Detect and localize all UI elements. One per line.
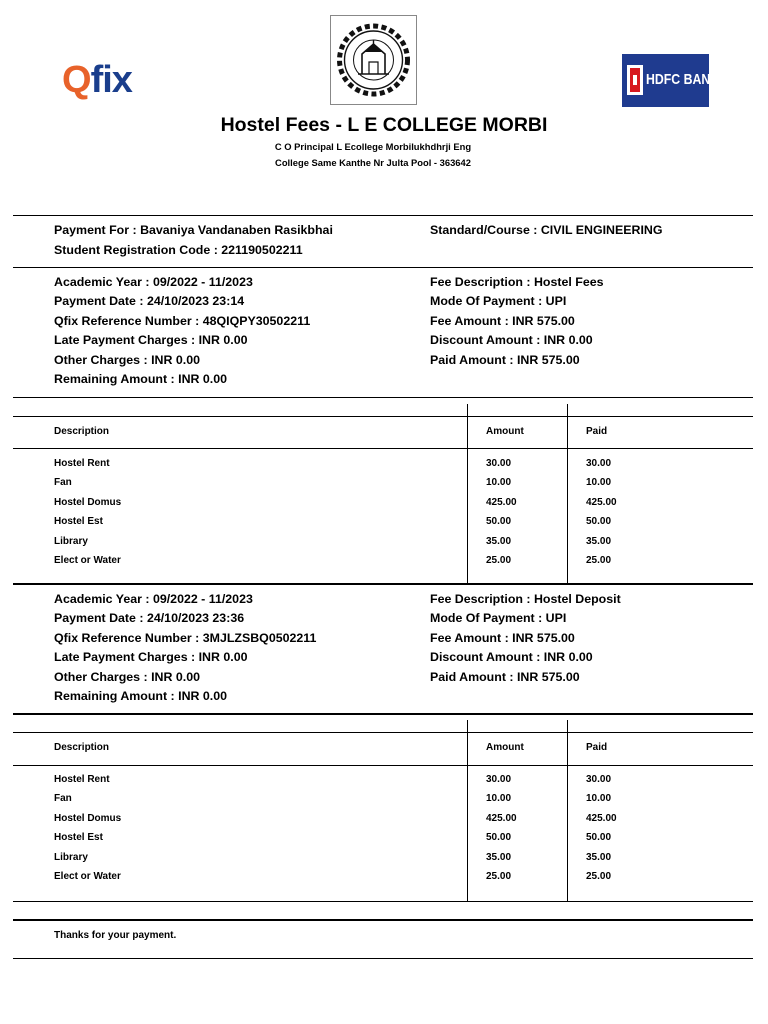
fee-amount: Fee Amount : INR 575.00 (430, 630, 575, 645)
receipt-1-details-right (430, 275, 604, 372)
college-seal-logo (330, 15, 417, 105)
column-header-paid: Paid (586, 742, 608, 753)
table-row-paid: 10.00 (586, 477, 612, 489)
table-row-description: Hostel Domus (54, 496, 122, 508)
fee-description: Fee Description : Hostel Fees (430, 275, 604, 289)
receipt-2-details-right (430, 592, 621, 689)
academic-year: Academic Year : 09/2022 - 11/2023 (54, 592, 253, 606)
other-charges: Other Charges : INR 0.00 (54, 669, 200, 684)
table-row-paid: 30.00 (586, 458, 612, 469)
late-payment-charges: Late Payment Charges : INR 0.00 (54, 650, 248, 665)
table-row-paid: 50.00 (586, 832, 612, 844)
paid-column (586, 458, 617, 574)
column-divider (467, 404, 468, 584)
table-row-description: Fan (54, 793, 72, 805)
table-row-paid: 25.00 (586, 554, 612, 566)
column-divider (567, 720, 568, 901)
table-header-bottom (13, 765, 753, 766)
address-line-1: C O Principal L Ecollege Morbilukhdhrji Eng (274, 141, 472, 152)
table-top-border (13, 713, 753, 715)
column-header-description: Description (54, 426, 110, 437)
other-charges: Other Charges : INR 0.00 (54, 352, 200, 367)
paid-column (586, 774, 617, 890)
table-row-paid: 425.00 (586, 496, 617, 508)
discount-amount: Discount Amount : INR 0.00 (430, 650, 593, 665)
table-header-top (13, 732, 753, 733)
qfix-logo (62, 58, 132, 102)
table-row-amount: 50.00 (486, 832, 512, 844)
table-row-amount: 30.00 (486, 774, 512, 785)
amount-column (486, 774, 517, 890)
column-header-amount: Amount (486, 426, 524, 437)
table-row-description: Fan (54, 477, 72, 489)
table-row-amount: 30.00 (486, 458, 512, 469)
qfix-reference: Qfix Reference Number : 48QIQPY30502211 (54, 313, 311, 328)
remaining-amount: Remaining Amount : INR 0.00 (54, 371, 228, 386)
receipt-1-details-left (54, 275, 310, 391)
table-header-top (13, 416, 753, 417)
remaining-amount: Remaining Amount : INR 0.00 (54, 688, 228, 703)
table-row-amount: 35.00 (486, 535, 512, 547)
amount-column (486, 458, 517, 574)
hdfc-square-icon (627, 65, 643, 95)
table-row-amount: 35.00 (486, 851, 512, 863)
table-row-description: Elect or Water (54, 870, 121, 882)
table-header-bottom (13, 448, 753, 449)
column-header-amount: Amount (486, 742, 524, 753)
payment-for: Payment For : Bavaniya Vandanaben Rasikbhai (54, 223, 333, 237)
course: Standard/Course : CIVIL ENGINEERING (430, 223, 663, 237)
table-row-amount: 25.00 (486, 870, 512, 882)
table-row-amount: 425.00 (486, 812, 517, 824)
table-row-paid: 25.00 (586, 870, 612, 882)
table-row-paid: 50.00 (586, 516, 612, 528)
table-row-paid: 425.00 (586, 812, 617, 824)
table-row-description: Hostel Rent (54, 774, 110, 785)
table-row-amount: 50.00 (486, 516, 512, 528)
page-title: Hostel Fees - L E COLLEGE MORBI (220, 114, 548, 136)
registration-code: Student Registration Code : 221190502211 (54, 243, 303, 257)
college-seal-icon (331, 16, 416, 104)
divider (13, 919, 753, 921)
column-divider (567, 404, 568, 584)
paid-amount: Paid Amount : INR 575.00 (430, 669, 580, 684)
mode-of-payment: Mode Of Payment : UPI (430, 294, 567, 309)
hdfc-bank-name: HDFC BANK (646, 71, 720, 88)
table-row-amount: 10.00 (486, 793, 512, 805)
table-bottom-border (13, 583, 753, 585)
table-row-paid: 35.00 (586, 851, 612, 863)
table-row-description: Hostel Domus (54, 812, 122, 824)
table-row-description: Elect or Water (54, 554, 121, 566)
table-row-description: Library (54, 851, 88, 863)
discount-amount: Discount Amount : INR 0.00 (430, 333, 593, 348)
column-divider (467, 720, 468, 901)
table-bottom-border (13, 901, 753, 902)
receipt-2-details-left (54, 592, 316, 708)
table-row-description: Hostel Est (54, 516, 103, 528)
hdfc-bank-logo (622, 54, 720, 107)
qfix-logo-q: Q (62, 59, 91, 101)
description-column (54, 774, 121, 890)
academic-year: Academic Year : 09/2022 - 11/2023 (54, 275, 253, 289)
payment-date: Payment Date : 24/10/2023 23:14 (54, 294, 245, 309)
description-column (54, 458, 121, 574)
divider (13, 215, 753, 216)
qfix-reference: Qfix Reference Number : 3MJLZSBQ0502211 (54, 630, 317, 645)
column-header-paid: Paid (586, 426, 608, 437)
payment-date: Payment Date : 24/10/2023 23:36 (54, 611, 245, 626)
table-row-amount: 25.00 (486, 554, 512, 566)
thanks-message: Thanks for your payment. (54, 930, 177, 941)
paid-amount: Paid Amount : INR 575.00 (430, 352, 580, 367)
mode-of-payment: Mode Of Payment : UPI (430, 611, 567, 626)
late-payment-charges: Late Payment Charges : INR 0.00 (54, 333, 248, 348)
fee-amount: Fee Amount : INR 575.00 (430, 313, 575, 328)
divider (13, 958, 753, 959)
table-row-paid: 30.00 (586, 774, 612, 785)
table-row-amount: 425.00 (486, 496, 517, 508)
divider (13, 267, 753, 268)
table-row-paid: 35.00 (586, 535, 612, 547)
qfix-logo-text: fix (90, 59, 132, 101)
table-top-border (13, 397, 753, 398)
address-line-2: College Same Kanthe Nr Julta Pool - 363642 (275, 157, 471, 168)
table-row-description: Hostel Est (54, 832, 103, 844)
table-row-description: Hostel Rent (54, 458, 110, 469)
table-row-amount: 10.00 (486, 477, 512, 489)
column-header-description: Description (54, 742, 110, 753)
fee-description: Fee Description : Hostel Deposit (430, 592, 621, 606)
table-row-paid: 10.00 (586, 793, 612, 805)
table-row-description: Library (54, 535, 88, 547)
